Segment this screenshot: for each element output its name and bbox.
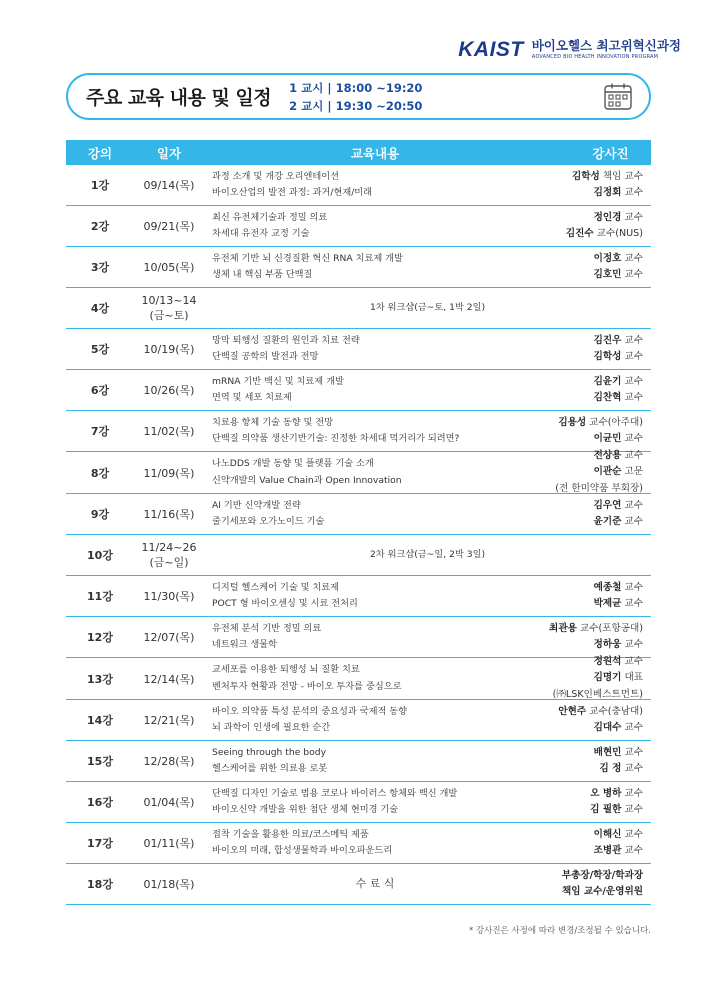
instructor-list [546, 415, 651, 448]
lecture-number: 5강 [90, 343, 110, 356]
instructor-name: 책임 교수/운영위원 [562, 886, 643, 897]
instructor [546, 745, 643, 762]
instructor [546, 580, 643, 597]
table-row [66, 655, 651, 700]
workshop-label: 1차 워크샵(금~토, 1박 2일) [369, 301, 486, 313]
instructor [546, 448, 643, 465]
instructor-list [546, 210, 651, 243]
lecture-content [204, 580, 546, 613]
lecture-content [204, 704, 546, 737]
instructor [546, 637, 643, 654]
instructor-title: 대표 [621, 672, 643, 684]
lecture-date: 01/04(목) [143, 796, 195, 809]
instructor [546, 210, 643, 227]
content-line: 생체 내 핵심 부품 단백질 [212, 269, 313, 280]
instructor-list [546, 868, 651, 901]
table-row [66, 165, 651, 206]
instructor-title: 교수(NUS) [593, 228, 643, 239]
instructor-title: 교수 [621, 375, 643, 387]
logo-program-en: ADVANCED BIO HEALTH INNOVATION PROGRAM [531, 54, 659, 60]
instructor [546, 514, 643, 531]
instructor-title: 교수 [621, 433, 643, 444]
instructor-title: 교수 [621, 252, 643, 264]
header-date: 일자 [156, 145, 182, 161]
instructor [546, 349, 643, 366]
lecture-date: 01/18(목) [143, 878, 195, 891]
content-line: 단백질 디자인 기술로 범용 코로나 바이러스 항체와 백신 개발 [212, 787, 458, 799]
content-line: 헬스케어를 위한 의료용 로봇 [212, 763, 328, 774]
instructor-title: 교수(아주대) [586, 416, 643, 428]
instructor [546, 868, 643, 885]
period-1-time: 1 교시 | 18:00 ~19:20 [289, 80, 423, 95]
instructor [546, 802, 643, 819]
instructor-name: 김윤기 [593, 375, 622, 387]
instructor-title: 교수 [621, 746, 643, 758]
lecture-date [134, 293, 204, 323]
table-row [66, 535, 651, 576]
lecture-date: 10/19(목) [143, 343, 195, 356]
date-days: (금~토) [149, 309, 189, 322]
lecture-date: 12/07(목) [143, 631, 195, 644]
instructor-title: 교수 [621, 722, 643, 733]
instructor-title: 교수 [621, 845, 643, 856]
instructor [546, 654, 643, 671]
table-row [66, 449, 651, 494]
instructor [546, 390, 643, 407]
instructor-name: 김학성 [593, 351, 622, 362]
instructor-name: 예종철 [593, 581, 622, 593]
content-line: 접착 기술을 활용한 의료/코스메틱 제품 [212, 828, 369, 840]
content-line: 줄기세포와 오가노이드 기술 [212, 516, 325, 527]
instructor-list [546, 448, 651, 498]
kaist-logo [458, 38, 681, 62]
lecture-number: 13강 [87, 672, 113, 686]
table-row [66, 411, 651, 452]
lecture-content [204, 169, 546, 202]
instructor [546, 185, 643, 202]
instructor [546, 333, 643, 350]
instructor-list [546, 580, 651, 613]
instructor [546, 226, 643, 243]
instructor [546, 720, 643, 737]
instructor-name: 김진우 [593, 334, 622, 346]
instructor-name: 김대수 [593, 722, 622, 733]
instructor-title: 교수(포항공대) [576, 622, 643, 634]
instructor-name: 정하웅 [593, 639, 622, 650]
instructor [546, 464, 643, 481]
period-2-time: 2 교시 | 19:30 ~20:50 [289, 98, 423, 113]
lecture-content [204, 210, 546, 243]
instructor [546, 431, 643, 448]
content-line: 단백질 공학의 발전과 전망 [212, 351, 319, 362]
instructor-name: 정인경 [593, 211, 622, 223]
instructor-name: 윤기준 [593, 516, 622, 527]
instructor-title: 교수 [621, 639, 643, 650]
table-row [66, 206, 651, 247]
logo-brand: KAIST [458, 38, 524, 61]
instructor [546, 827, 643, 844]
instructor-name: 김찬혁 [593, 392, 622, 403]
table-row [66, 617, 651, 658]
lecture-content [204, 498, 546, 531]
table-header [66, 140, 651, 165]
instructor [546, 843, 643, 860]
instructor-title: 교수 [621, 334, 643, 346]
instructor-name: 김 정 [599, 763, 622, 774]
instructor-list [546, 169, 651, 202]
lecture-number: 9강 [90, 508, 110, 521]
instructor-list [546, 498, 651, 531]
instructor [546, 670, 643, 687]
instructor-title: 교수(충남대) [586, 705, 643, 717]
lecture-number: 16강 [87, 796, 113, 809]
date-range: 11/24~26 [141, 541, 197, 554]
instructor [546, 704, 643, 721]
instructor-title: (전 한미약품 부회장) [555, 482, 643, 494]
lecture-date: 11/09(목) [143, 466, 195, 480]
content-line: 바이오 의약품 특성 분석의 중요성과 국제적 동향 [212, 705, 408, 717]
lecture-content [204, 786, 546, 819]
lecture-content [204, 415, 546, 448]
instructor-title: 교수 [621, 787, 643, 799]
instructor-list [546, 374, 651, 407]
instructor-title: 교수 [621, 598, 643, 609]
content-line: 바이오산업의 발전 과정: 과거/현재/미래 [212, 187, 373, 198]
lecture-date: 12/14(목) [143, 672, 195, 686]
lecture-number: 10강 [87, 549, 113, 562]
lecture-number: 1강 [90, 179, 110, 192]
content-line: 유전체 기반 뇌 신경질환 혁신 RNA 치료제 개발 [212, 252, 403, 264]
date-range: 10/13~14 [141, 294, 197, 307]
content-line: 단백질 의약품 생산기반기술: 진정한 차세대 먹거리가 되려면? [212, 433, 460, 444]
lecture-content [204, 745, 546, 778]
content-line: 치료용 항체 기술 동향 및 전망 [212, 416, 334, 428]
instructor-title: (㈜LSK인베스트먼트) [552, 688, 643, 700]
instructor-name: 김학성 [572, 170, 600, 182]
instructor-title: 책임 교수 [599, 170, 643, 182]
instructor-name: 김용성 [558, 416, 587, 428]
table-row [66, 329, 651, 370]
instructor-name: 박제균 [593, 598, 622, 609]
instructor-list [546, 333, 651, 366]
content-line: 망막 퇴행성 질환의 원인과 치료 전략 [212, 334, 360, 346]
header-content: 교육내용 [350, 145, 400, 161]
content-line: 차세대 유전자 교정 기술 [212, 228, 310, 239]
instructor [546, 884, 643, 901]
lecture-content: 수 료 식 [355, 876, 395, 890]
instructor-name: 이해신 [593, 828, 622, 840]
lecture-number: 17강 [87, 837, 113, 850]
lecture-date: 01/11(목) [143, 837, 195, 850]
instructor-title: 교수 [621, 187, 643, 198]
lecture-date: 11/02(목) [143, 425, 195, 438]
instructor [546, 415, 643, 432]
instructor-name: 안현주 [558, 705, 587, 717]
instructor-list [546, 251, 651, 284]
workshop-label: 2차 워크샵(금~일, 2박 3일) [369, 548, 486, 560]
instructor-title: 교수 [621, 269, 643, 280]
lecture-number: 12강 [87, 631, 113, 644]
content-line: 최신 유전체기술과 정밀 의료 [212, 211, 328, 223]
instructor-name: 조병관 [593, 845, 622, 856]
instructor [546, 786, 643, 803]
instructor-name: 이균민 [593, 433, 622, 444]
footnote: * 강사진은 사정에 따라 변경/조정될 수 있습니다. [468, 926, 651, 936]
content-line: Seeing through the body [212, 746, 327, 758]
content-line: 네트워크 생물학 [212, 639, 278, 650]
instructor-name: 이정호 [593, 252, 622, 264]
lecture-date: 10/26(목) [143, 384, 195, 397]
lecture-number: 11강 [87, 590, 113, 603]
instructor-name: 최관용 [549, 622, 577, 634]
instructor-name: 정원석 [593, 655, 622, 667]
instructor-list [546, 786, 651, 819]
instructor-title: 교수 [621, 351, 643, 362]
table-row [66, 864, 651, 905]
instructor [546, 761, 643, 778]
lecture-date: 12/28(목) [143, 755, 195, 768]
lecture-date: 09/14(목) [143, 179, 195, 192]
content-line: POCT 형 바이오센싱 및 시료 전처리 [212, 598, 358, 609]
schedule-table [66, 140, 651, 905]
instructor [546, 169, 643, 186]
table-row [66, 494, 651, 535]
content-line: 신약개발의 Value Chain과 Open Innovation [212, 474, 402, 486]
content-line: 유전체 분석 기반 정밀 의료 [212, 622, 322, 634]
instructor [546, 374, 643, 391]
lecture-content [204, 662, 546, 695]
instructor-name: 이관순 [593, 466, 622, 478]
content-line: 면역 및 세포 치료제 [212, 392, 292, 403]
lecture-number: 7강 [90, 425, 110, 438]
lecture-date: 10/05(목) [143, 261, 195, 274]
date-days: (금~일) [149, 556, 189, 569]
lecture-number: 3강 [90, 261, 110, 274]
instructor-list [546, 654, 651, 704]
lecture-date [134, 540, 204, 570]
content-line: 과정 소개 및 개강 오리엔테이션 [212, 170, 340, 182]
lecture-content [204, 827, 546, 860]
instructor-list [546, 704, 651, 737]
instructor-title: 교수 [621, 516, 643, 527]
instructor-name: 김진수 [565, 228, 594, 239]
table-row [66, 823, 651, 864]
instructor-title: 교수 [621, 392, 643, 403]
lecture-number: 4강 [90, 302, 110, 315]
instructor [546, 687, 643, 704]
instructor-name: 김정회 [593, 187, 622, 198]
content-line: AI 기반 신약개발 전략 [212, 499, 301, 511]
content-line: 교세포를 이용한 퇴행성 뇌 질환 치료 [212, 664, 360, 675]
table-row [66, 370, 651, 411]
page-title: 주요 교육 내용 및 일정 [86, 87, 272, 109]
lecture-number: 18강 [87, 878, 113, 891]
instructor-list [546, 745, 651, 778]
instructor-name: 오 병하 [590, 787, 622, 799]
content-line: 디지털 헬스케어 기술 및 치료제 [212, 581, 340, 593]
instructor-name: 김명기 [593, 672, 622, 684]
lecture-number: 2강 [90, 220, 110, 233]
instructor [546, 596, 643, 613]
instructor [546, 498, 643, 515]
instructor-title: 교수 [621, 763, 643, 774]
content-line: mRNA 기반 백신 및 치료제 개발 [212, 375, 344, 387]
instructor-title: 교수 [621, 581, 643, 593]
lecture-content [204, 456, 546, 489]
table-row [66, 247, 651, 288]
header-instructor: 강사진 [592, 145, 629, 161]
lecture-date: 11/16(목) [143, 508, 195, 521]
lecture-number: 15강 [87, 755, 113, 768]
instructor-title: 교수 [621, 211, 643, 223]
lecture-content [204, 333, 546, 366]
instructor [546, 621, 643, 638]
instructor-title: 교수 [621, 499, 643, 511]
schedule-banner [66, 73, 651, 120]
lecture-content [204, 374, 546, 407]
table-row [66, 741, 651, 782]
table-row [66, 576, 651, 617]
instructor-title: 교수 [621, 804, 643, 815]
instructor-title: 고문 [621, 466, 643, 478]
lecture-date: 09/21(목) [143, 220, 195, 233]
instructor-name: 김호민 [593, 269, 622, 280]
instructor [546, 481, 643, 498]
instructor-name: 전상용 [593, 449, 622, 461]
lecture-number: 6강 [90, 384, 110, 397]
lecture-date: 11/30(목) [143, 590, 195, 603]
instructor-name: 배현민 [593, 746, 622, 758]
lecture-content [204, 621, 546, 654]
instructor [546, 267, 643, 284]
content-line: 나노DDS 개발 동향 및 플랫폼 기술 소개 [212, 458, 374, 469]
table-row [66, 782, 651, 823]
content-line: 바이오의 미래, 합성생물학과 바이오파운드리 [212, 845, 393, 856]
content-line: 바이오신약 개발을 위한 첨단 생체 현미경 기술 [212, 804, 399, 815]
table-body [66, 165, 651, 905]
table-row [66, 700, 651, 741]
instructor-list [546, 621, 651, 654]
instructor [546, 251, 643, 268]
instructor-title: 교수 [621, 449, 643, 461]
instructor-name: 부총장/학장/학과장 [561, 869, 643, 881]
content-line: 벤처투자 현황과 전망 - 바이오 투자를 중심으로 [212, 680, 402, 692]
instructor-name: 김우연 [593, 499, 622, 511]
header-no: 강의 [87, 145, 113, 161]
instructor-name: 김 필한 [590, 804, 622, 815]
logo-program-ko: 바이오헬스 최고위혁신과정 [531, 38, 681, 53]
content-line: 뇌 과학이 인생에 필요한 순간 [212, 722, 331, 733]
calendar-icon [603, 82, 633, 112]
lecture-content [204, 251, 546, 284]
instructor-title: 교수 [621, 655, 643, 667]
lecture-number: 8강 [90, 466, 110, 480]
lecture-date: 12/21(목) [143, 714, 195, 727]
lecture-number: 14강 [87, 714, 113, 727]
instructor-list [546, 827, 651, 860]
table-row [66, 288, 651, 329]
instructor-title: 교수 [621, 828, 643, 840]
